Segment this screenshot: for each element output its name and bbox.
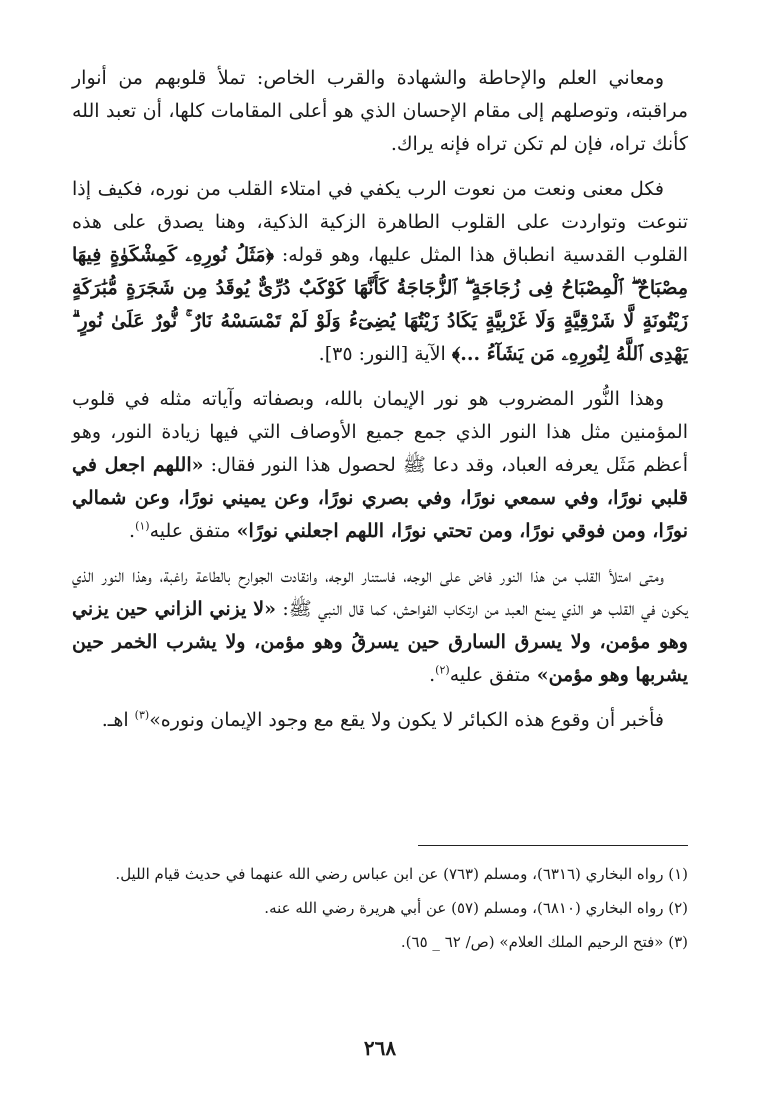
paragraph-4-text: ومتى امتلأ القلب من هذا النور فاض على الوجه، فاستنار الوجه، وانقادت الجوارح بالطاعة راغبة، وهذا النور الذي يكون في القلب هو الذي يمنع العبد من ارتكاب الفواحش، كما قال النبي ﷺ: — [72, 565, 688, 620]
footnote-marker-3[interactable]: (٣) — [134, 708, 150, 722]
paragraph-2-intro: فكل معنى ونعت من نعوت الرب يكفي في امتلاء القلب من نوره، فكيف إذا تنوعت وتواردت على القلوب الطاهرة الزكية الذكية، وهنا يصدق على هذه القلوب القدسية انطباق هذا المثل عليها، وهو قوله: — [72, 178, 688, 266]
footnote-marker-1[interactable]: (١) — [135, 519, 150, 533]
paragraph-4-source: متفق عليه — [449, 664, 537, 686]
footnote-2: (٢) رواه البخاري (٦٨١٠)، ومسلم (٥٧) عن أبي هريرة رضي الله عنه. — [264, 899, 688, 917]
quran-verse: ﴿مَثَلُ نُورِهِۦ كَمِشْكَوٰةٍ فِيهَا مِصْبَاحٌ ۖ ٱلْمِصْبَاحُ فِى زُجَاجَةٍ ۖ ٱلزُّجَاجَةُ كَأَنَّهَا كَوْكَبٌ دُرِّىٌّ يُوقَدُ مِن شَجَرَةٍ مُّبَٰرَكَةٍ زَيْتُونَةٍ لَّا شَرْقِيَّةٍ وَلَا غَرْبِيَّةٍ يَكَادُ زَيْتُهَا يُضِىٓءُ وَلَوْ لَمْ تَمْسَسْهُ نَارٌ ۚ نُّورٌ عَلَىٰ نُورٍ ۗ يَهْدِى ٱللَّهُ لِنُورِهِۦ مَن يَشَآءُ ...﴾ — [72, 244, 688, 365]
paragraph-1 — [72, 62, 688, 161]
paragraph-4-end: . — [429, 664, 436, 686]
paragraph-5 — [72, 704, 688, 737]
paragraph-1-text: ومعاني العلم والإحاطة والشهادة والقرب الخاص: تملأ قلوبهم من أنوار مراقبته، وتوصلهم إلى مقام الإحسان الذي هو أعلى المقامات كلها، أن تعبد الله كأنك تراه، فإن لم تكن تراه فإنه يراك. — [72, 67, 688, 155]
paragraph-3-text: وهذا النُّور المضروب هو نور الإيمان بالله، وبصفاته وآياته مثله في قلوب المؤمنين مثل هذا النور الذي جمع جميع الأوصاف التي فيها زيادة النور، وهو أعظم مَثَل يعرفه العباد، وقد دعا ﷺ لحصول هذا النور فقال: — [72, 388, 688, 476]
paragraph-3-source: متفق عليه — [149, 520, 237, 542]
page-number: ٢٦٨ — [363, 1036, 397, 1060]
paragraph-5-text: فأخبر أن وقوع هذه الكبائر لا يكون ولا يقع مع وجود الإيمان ونوره» — [149, 709, 664, 731]
paragraph-5-end: اهـ. — [101, 709, 135, 731]
footnotes — [72, 864, 688, 966]
footnote-3: (٣) «فتح الرحيم الملك العلام» (ص/ ٦٢ _ ٦٥). — [400, 933, 688, 951]
hadith-text-2: «لا يزني الزاني حين يزني وهو مؤمن، ولا يسرق السارق حين يسرقُ وهو مؤمن، ولا يشرب الخمر حين يشربها وهو مؤمن» — [72, 598, 688, 686]
page-body — [72, 62, 688, 749]
paragraph-3 — [72, 383, 688, 548]
footnote-marker-2[interactable]: (٢) — [435, 663, 450, 677]
paragraph-2 — [72, 173, 688, 371]
hadith-text-1: «اللهم اجعل في قلبي نورًا، وفي سمعي نورًا، وفي بصري نورًا، وعن يميني نورًا، وعن شمالي نورًا، ومن فوقي نورًا، ومن تحتي نورًا، اللهم اجعلني نورًا» — [72, 454, 688, 542]
footnote-1: (١) رواه البخاري (٦٣١٦)، ومسلم (٧٦٣) عن ابن عباس رضي الله عنهما في حديث قيام الليل. — [115, 865, 688, 883]
verse-reference: الآية [النور: ٣٥]. — [318, 343, 452, 365]
footnote-divider — [418, 845, 688, 846]
paragraph-4 — [72, 560, 688, 692]
paragraph-3-end: . — [129, 520, 136, 542]
